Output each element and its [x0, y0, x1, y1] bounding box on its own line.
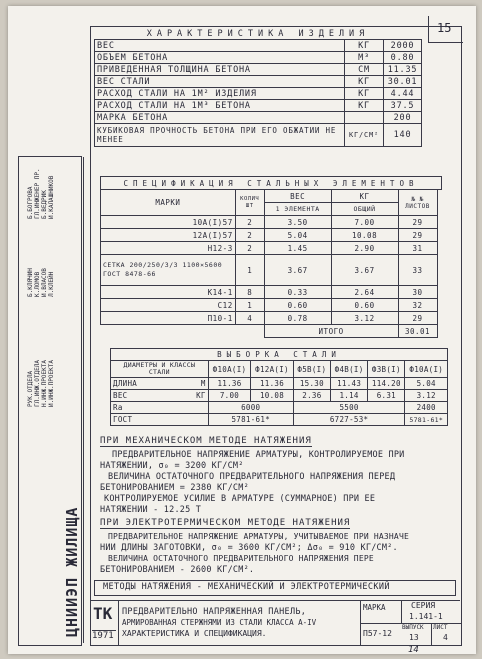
- table-row: СЕТКА 200/250/3/3 1100×5600 ГОСТ 8478-66 1 3.67 3.67 33: [101, 255, 442, 286]
- spec-col-weight: ВЕС: [264, 190, 331, 203]
- stamp-mark-value: П57-12: [363, 629, 392, 638]
- mech-note-2: НАТЯЖЕНИИ, σ₀ = 3200 КГ/СМ²: [100, 461, 244, 471]
- spec-col-qty: КОЛИЧ ШТ: [235, 190, 264, 216]
- table-row: ВЕС КГ 2000: [95, 40, 422, 52]
- spec-col-sheets: № № ЛИСТОВ: [398, 190, 437, 216]
- table-row: Н12-3 2 1.45 2.90 31: [101, 242, 442, 255]
- table-row: РАСХОД СТАЛИ НА 1М² ИЗДЕЛИЯ КГ 4.44: [95, 88, 422, 100]
- table-row: Rа 6000 5500 2400: [111, 402, 448, 414]
- stamp-year: 1971: [92, 630, 116, 641]
- table-row: ДЛИНА М 11.36 11.36 15.30 11.43 114.20 5.04: [111, 378, 448, 390]
- stamp-title-1: ПРЕДВАРИТЕЛЬНО НАПРЯЖЕННАЯ ПАНЕЛЬ,: [122, 607, 307, 617]
- stamp-issue-label: ВЫПУСК: [402, 624, 424, 631]
- methods-box: [94, 580, 456, 596]
- table-row: РАСХОД СТАЛИ НА 1М³ БЕТОНА КГ 37.5: [95, 100, 422, 112]
- electro-note-2: НИИ ДЛИНЫ ЗАГОТОВКИ, σ₀ = 3600 КГ/СМ²; Δσ₀ = 910 КГ/СМ².: [100, 543, 398, 553]
- side-names-col1: РУК.ОТДЕЛА ГЛ.ИНЖ.ОТДЕЛА Н.ИНЖ.ПРОЕКТА И.ИНЖ.ПРОЕКТА: [27, 360, 55, 407]
- table-row: МАРКА БЕТОНА 200: [95, 112, 422, 124]
- stamp-title-3: ХАРАКТЕРИСТИКА И СПЕЦИФИКАЦИЯ.: [122, 629, 267, 638]
- electro-note-4: БЕТОНИРОВАНИЕМ - 2600 КГ/СМ².: [100, 565, 255, 575]
- sheet-number: 15: [437, 21, 452, 35]
- mech-note-1: ПРЕДВАРИТЕЛЬНОЕ НАПРЯЖЕНИЕ АРМАТУРЫ, КОНТРОЛИРУЕМОЕ ПРИ: [112, 450, 405, 460]
- stamp-series-label: СЕРИЯ: [411, 601, 436, 610]
- stamp-right-block: [360, 601, 461, 645]
- table-row: 12А(I)57 2 5.04 10.08 29: [101, 229, 442, 242]
- mech-note-6: НАТЯЖЕНИИ - 12.25 Т: [100, 505, 202, 515]
- stamp-mark-label: МАРКА: [363, 603, 386, 612]
- table-row: ВЕС СТАЛИ КГ 30.01: [95, 76, 422, 88]
- side-names-col2: Б.КЛЯЧИН К.ЛОМОВ И.ВЛАСОВ Л.КЛЕЙН: [27, 268, 55, 297]
- stamp-title-2: АРМИРОВАННАЯ СТЕРЖНЯМИ ИЗ СТАЛИ КЛАССА А-IV: [122, 618, 317, 627]
- mech-method-heading: ПРИ МЕХАНИЧЕСКОМ МЕТОДЕ НАТЯЖЕНИЯ: [100, 436, 312, 446]
- stamp-series-value: 1.141-1: [409, 612, 443, 621]
- table-row: ВЕС КГ 7.00 10.08 2.36 1.14 6.31 3.12: [111, 390, 448, 402]
- electro-note-3: ВЕЛИЧИНА ОСТАТОЧНОГО ПРЕДВАРИТЕЛЬНОГО НАПРЯЖЕНИЯ ПЕРЕ: [108, 554, 374, 563]
- table-row: С12 1 0.60 0.60 32: [101, 299, 442, 312]
- mech-note-5: КОНТРОЛИРУЕМОЕ УСИЛИЕ В АРМАТУРЕ (СУММАРНОЕ) ПРИ ЕЕ: [104, 494, 376, 504]
- stamp-tk: ТК: [93, 604, 113, 623]
- table-row: ИТОГО 30.01: [101, 325, 442, 338]
- mech-note-4: БЕТОНИРОВАНИЕМ = 2380 КГ/СМ²: [100, 483, 249, 493]
- spec-title: СПЕЦИФИКАЦИЯ СТАЛЬНЫХ ЭЛЕМЕНТОВ: [101, 177, 442, 190]
- table-row: К14-1 8 0.33 2.64 30: [101, 286, 442, 299]
- characteristic-table: [94, 28, 422, 147]
- methods-text: МЕТОДЫ НАТЯЖЕНИЯ - МЕХАНИЧЕСКИЙ И ЭЛЕКТРОТЕРМИЧЕСКИЙ: [103, 582, 390, 592]
- table-row: ОБЪЕМ БЕТОНА М³ 0.80: [95, 52, 422, 64]
- specification-table: СПЕЦИФИКАЦИЯ СТАЛЬНЫХ ЭЛЕМЕНТОВ МАРКИ КОЛИЧ ШТ ВЕС КГ № № ЛИСТОВ 1 ЭЛЕМЕНТА ОБЩИЙ 10А(I)57 2 3.50 7.00 29 12А(I)57 2 5.04 10.08 29 Н12-3 2 1.45 2.90 31 СЕТКА 200/250/3/3 1100×5600 ГОСТ 8478-66 1 3.67 3.67 33 К14-1 8 0.33 2.64 30 С12 1 0.60 0.60 32 П10-1 4 0.78 3.12 29 ИТОГО 30.01: [100, 176, 442, 338]
- spec-col-marks: МАРКИ: [101, 190, 236, 216]
- side-title-block: [18, 156, 82, 646]
- table-row: ГОСТ 5781-61* 6727-53* 5781-61*: [111, 414, 448, 426]
- sheet-number-box: [428, 16, 463, 43]
- table-row: КУБИКОВАЯ ПРОЧНОСТЬ БЕТОНА ПРИ ЕГО ОБЖАТИИ НЕ МЕНЕЕ КГ/СМ² 140: [95, 124, 422, 147]
- electro-note-1: ПРЕДВАРИТЕЛЬНОЕ НАПРЯЖЕНИЕ АРМАТУРЫ, УЧИТЫВАЕМОЕ ПРИ НАЗНАЧЕ: [108, 532, 409, 541]
- steel-title: ВЫБОРКА СТАЛИ: [111, 349, 448, 361]
- table-row: ПРИВЕДЕННАЯ ТОЛЩИНА БЕТОНА СМ 11.35: [95, 64, 422, 76]
- table-row: П10-1 4 0.78 3.12 29: [101, 312, 442, 325]
- page-number: 14: [408, 645, 419, 655]
- steel-table: ВЫБОРКА СТАЛИ ДИАМЕТРЫ И КЛАССЫ СТАЛИ Ф10А(I) Ф12А(I) Ф5В(I) Ф4В(I) Ф3В(I) Ф10А(I) ДЛИНА М 11.36 11.36 15.30 11.43 114.20 5.04 ВЕС КГ 7.00 10.08 2.36 1.14 6.31 3.12 Rа 6000 5500 2400 ГОСТ 5781-61* 6727-53* 5781-61*: [110, 348, 448, 426]
- table-row: 10А(I)57 2 3.50 7.00 29: [101, 216, 442, 229]
- stamp-tk-box: [90, 601, 119, 645]
- side-org-title: ЦНИИЭП ЖИЛИЩА: [63, 506, 81, 637]
- characteristic-title: ХАРАКТЕРИСТИКА ИЗДЕЛИЯ: [95, 28, 422, 40]
- electro-method-heading: ПРИ ЭЛЕКТРОТЕРМИЧЕСКОМ МЕТОДЕ НАТЯЖЕНИЯ: [100, 518, 351, 528]
- stamp-sheet-value: 4: [443, 633, 448, 642]
- spec-col-kg: КГ: [331, 190, 398, 203]
- mech-note-3: ВЕЛИЧИНА ОСТАТОЧНОГО ПРЕДВАРИТЕЛЬНОГО НАПРЯЖЕНИЯ ПЕРЕД: [108, 472, 396, 482]
- stamp-issue-value: 13: [409, 633, 419, 642]
- side-names-col3: Б.БОГРОВА ГЛ.ИНЖЕНЕР ПР. Б.ВЕДРИК И.КАЛАШНИКОВ: [27, 168, 55, 219]
- title-stamp: [90, 600, 460, 645]
- stamp-sheet-label: ЛИСТ: [433, 624, 448, 631]
- drawing-sheet: [8, 6, 476, 654]
